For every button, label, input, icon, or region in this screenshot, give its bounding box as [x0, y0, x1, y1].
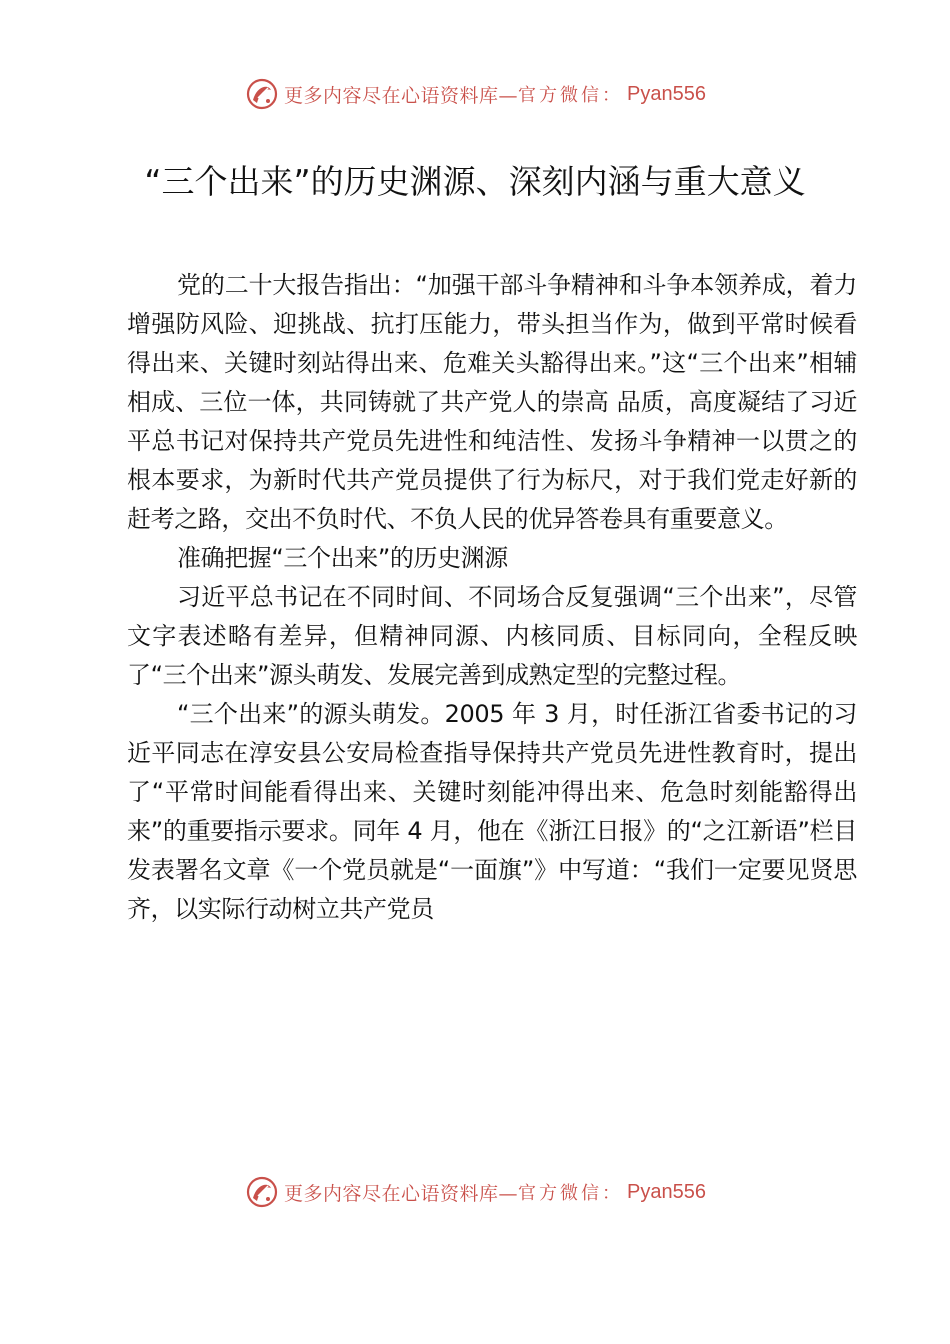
banner-text: 更多内容尽在心语资料库—	[284, 84, 519, 107]
banner-text: 更多内容尽在心语资料库—	[284, 1182, 519, 1205]
paragraph: 党的二十大报告指出：“加强干部斗争精神和斗争本领养成，着力增强防风险、迎挑战、抗打压能力，带头担当作为，做到平常时候看得出来、关键时刻站得出来、危难关头豁得出来。”这“三个出来”相辅相成、三位一体，共同铸就了共产党人的崇高 品质，高度凝结了习近平总书记对保持共产党员先进性和纯洁性、发扬斗争精神一以贯之的根本要求，为新时代共产党员提供了行为标尺，对于我们党走好新的赶考之路，交出不负时代、不负人民的优异答卷具有重要意义。	[127, 271, 857, 533]
banner-wechat-id: Pyan556	[627, 82, 706, 105]
header-banner	[0, 74, 950, 114]
paragraph: 习近平总书记在不同时间、不同场合反复强调“三个出来”，尽管文字表述略有差异，但精神同源、内核同质、目标同向，全程反映了“三个出来”源头萌发、发展完善到成熟定型的完整过程。	[127, 583, 857, 689]
paragraph: “三个出来”的源头萌发。2005 年 3 月，时任浙江省委书记的习近平同志在淳安县公安局检查指导保持共产党员先进性教育时，提出了“平常时间能看得出来、关键时刻能冲得出来、危急时刻能豁得出来”的重要指示要求。同年 4 月，他在《浙江日报》的“之江新语”栏目发表署名文章《一个党员就是“一面旗”》中写道：“我们一定要见贤思齐，以实际行动树立共产党员	[127, 700, 857, 923]
footer-banner	[0, 1172, 950, 1212]
logo-icon	[244, 76, 280, 112]
banner-wechat-id: Pyan556	[627, 1180, 706, 1203]
article-body	[127, 266, 857, 929]
banner-wechat-label: 官方微信：	[518, 85, 624, 106]
banner-wechat-label: 官方微信：	[518, 1183, 624, 1204]
logo-icon	[244, 1174, 280, 1210]
page-title: “三个出来”的历史渊源、深刻内涵与重大意义	[144, 162, 806, 201]
section-heading: 准确把握“三个出来”的历史渊源	[177, 544, 508, 572]
